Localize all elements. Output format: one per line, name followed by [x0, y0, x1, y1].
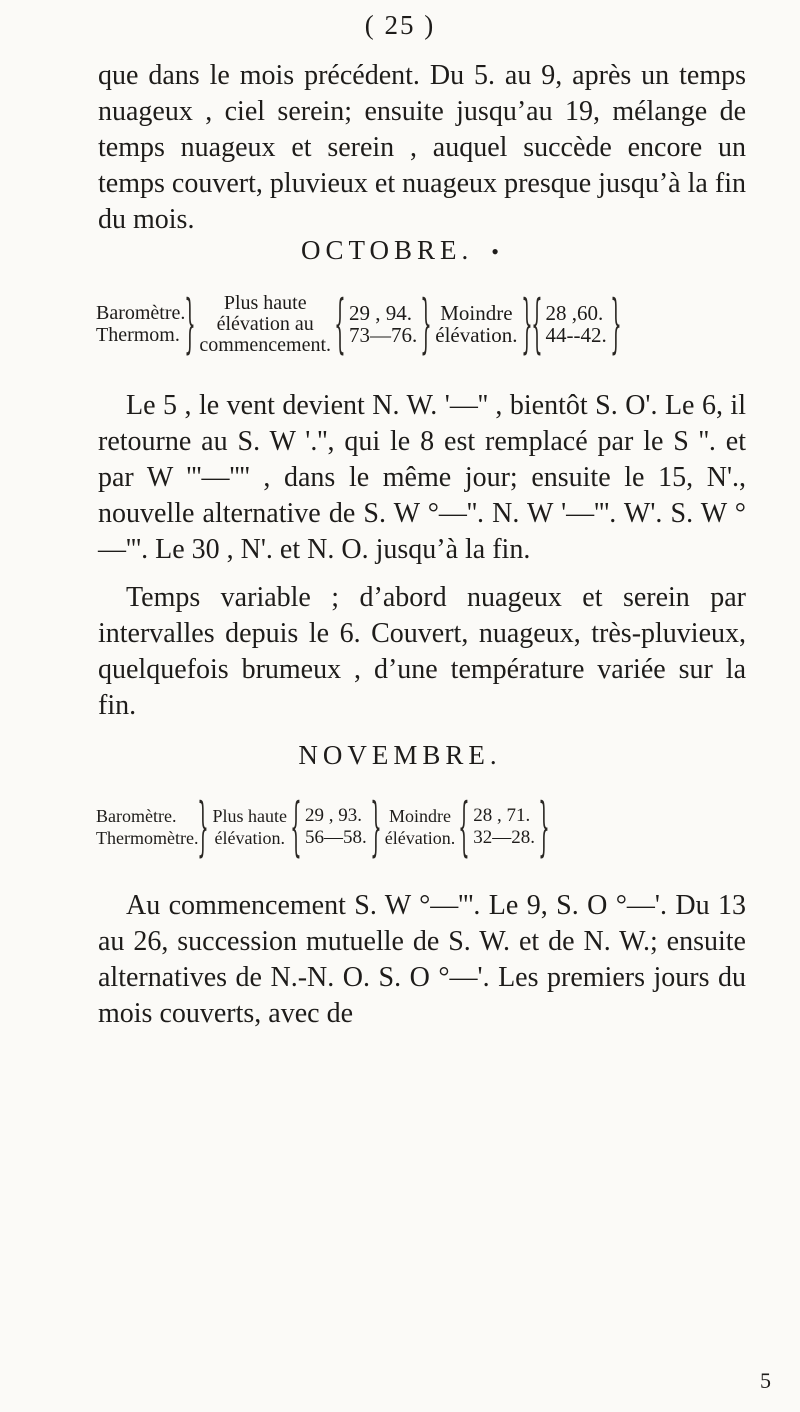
min-values: [469, 805, 539, 849]
heading-dot: •: [491, 239, 499, 264]
min-barometer-value: 28 , 71.: [473, 805, 531, 826]
max-label-line-3: commencement.: [199, 333, 332, 356]
page-number: ( 25 ): [364, 10, 436, 40]
thermometer-label: Thermom.: [96, 324, 180, 346]
min-label-line-2: élévation.: [435, 323, 518, 347]
signature-mark: 5: [760, 1368, 771, 1393]
instrument-labels: [96, 302, 185, 346]
opening-paragraph: que dans le mois précédent. Du 5. au 9, après un temps nuageux , ciel serein; ensuite jusqu’au 19, mélange de temps nuageux et serein , auquel succède encore un temps couvert, pluvieux et nuageux presque jusqu’à la fin du mois.: [98, 60, 746, 235]
right-brace: }: [197, 790, 210, 864]
november-winds-paragraph: Au commencement S. W °—'''. Le 9, S. O °—'. Du 13 au 26, succession mutuelle de S. W. et de N. W.; ensuite alternatives de N.-N. O. S. O °—'. Les premiers jours du mois couverts, avec de: [98, 890, 746, 1029]
min-label: [431, 302, 521, 346]
max-values: [345, 302, 421, 346]
right-brace: }: [184, 287, 197, 361]
min-label-line-1: Moindre: [388, 806, 451, 826]
max-thermometer-value: 73—76.: [349, 323, 418, 347]
max-label-line-1: Plus haute: [212, 806, 287, 826]
max-barometer-value: 29 , 94.: [349, 301, 413, 325]
barometer-label: Baromètre.: [96, 302, 186, 324]
min-barometer-value: 28 ,60.: [545, 301, 604, 325]
november-heading: NOVEMBRE.: [298, 740, 502, 770]
max-label: [195, 293, 335, 356]
left-brace: {: [290, 790, 302, 864]
right-brace: }: [520, 287, 533, 361]
left-brace: {: [530, 287, 543, 361]
max-values: [301, 805, 371, 849]
right-brace: }: [420, 287, 432, 361]
min-thermometer-value: 32—28.: [473, 827, 535, 848]
min-values: [542, 302, 611, 346]
min-thermometer-value: 44--42.: [545, 323, 607, 347]
october-heading: [0, 235, 800, 266]
min-label: [381, 805, 459, 849]
left-brace: {: [334, 287, 346, 361]
max-label-line-2: élévation au: [216, 312, 314, 335]
right-brace: }: [538, 790, 550, 864]
right-brace: }: [610, 287, 622, 361]
november-observations: [96, 783, 756, 871]
max-label-line-1: Plus haute: [223, 291, 307, 314]
right-brace: }: [370, 790, 382, 864]
barometer-label: Baromètre.: [96, 806, 177, 826]
max-label: [208, 805, 291, 849]
october-observations: [96, 280, 756, 368]
max-thermometer-value: 56—58.: [304, 827, 367, 848]
max-label-line-2: élévation.: [214, 828, 285, 848]
instrument-labels: [96, 805, 198, 849]
min-label-line-1: Moindre: [440, 301, 513, 325]
october-winds-paragraph: Le 5 , le vent devient N. W. '—'' , bientôt S. O'. Le 6, il retourne au S. W '.'', qui le 8 est remplacé par le S ''. et par W '''—'''' , dans le même jour; ensuite le 15, N'., nouvelle alternative de S. W °—''. N. W '—'''. W'. S. W °—'''. Le 30 , N'. et N. O. jusqu’à la fin.: [98, 390, 746, 565]
october-heading-text: OCTOBRE.: [301, 235, 474, 265]
thermometer-label: Thermomètre.: [96, 828, 199, 848]
min-label-line-2: élévation.: [384, 828, 456, 848]
october-weather-paragraph: Temps variable ; d’abord nuageux et serein par intervalles depuis le 6. Couvert, nuageux, très-pluvieux, quelquefois brumeux , d’une température variée sur la fin.: [98, 582, 746, 721]
left-brace: {: [458, 790, 470, 864]
max-barometer-value: 29 , 93.: [304, 805, 362, 826]
